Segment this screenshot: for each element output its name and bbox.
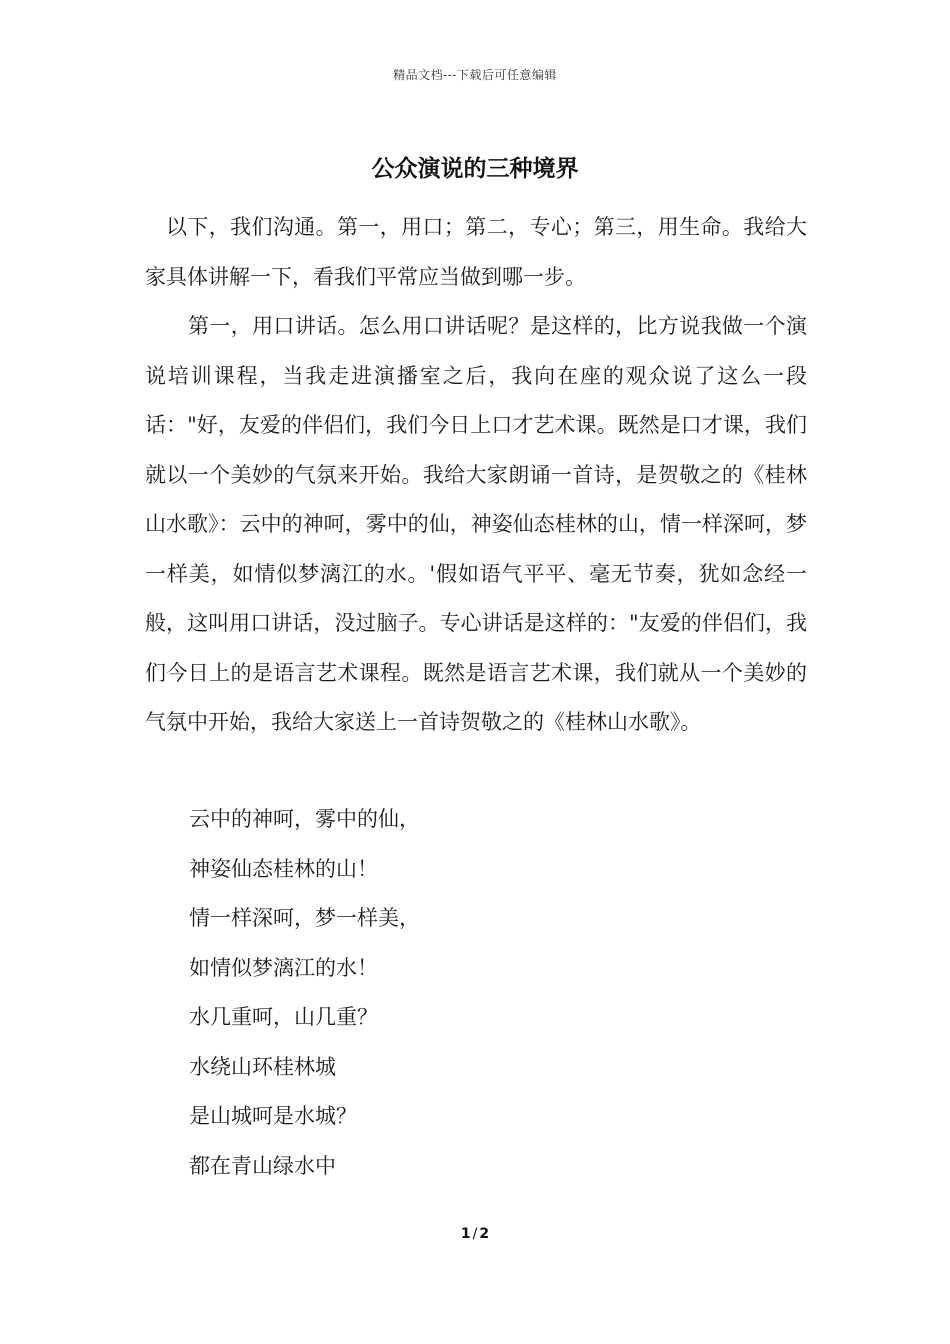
poem-line: 情一样深呵，梦一样美， <box>189 906 420 930</box>
paragraph-intro: 以下，我们沟通。第一，用口；第二，专心；第三，用生命。我给大家具体讲解一下，看我们平常应当做到哪一步。 <box>145 215 807 289</box>
poem-line: 都在青山绿水中 <box>189 1153 336 1178</box>
body-text <box>145 203 807 748</box>
poem-line: 神姿仙态桂林的山！ <box>189 856 378 881</box>
poem-line: 如情似梦漓江的水！ <box>189 955 378 980</box>
document-title: 公众演说的三种境界 <box>371 155 579 182</box>
paragraph-speaking: 第一，用口讲话。怎么用口讲话呢？是这样的，比方说我做一个演说培训课程，当我走进演播室之后，我向在座的观众说了这么一段话："好，友爱的伴侣们，我们今日上口才艺术课。既然是口才课，我们就以一个美妙的气氛来开始。我给大家朗诵一首诗，是贺敬之的《桂林山水歌》：云中的神呵，雾中的仙，神姿仙态桂林的山，情一样深呵，梦一样美，如情似梦漓江的水。'假如语气平平、毫无节奏，犹如念经一般，这叫用口讲话，没过脑子。专心讲话是这样的："友爱的伴侣们，我们今日上的是语言艺术课程。既然是语言艺术课，我们就从一个美妙的气氛中开始，我给大家送上一首诗贺敬之的《桂林山水歌》。 <box>145 314 807 734</box>
page-number <box>0 1226 950 1242</box>
poem-line: 水几重呵，山几重？ <box>189 1005 378 1029</box>
current-page: 1 <box>460 1226 471 1242</box>
poem-line: 云中的神呵，雾中的仙， <box>189 807 420 831</box>
total-pages: 2 <box>479 1226 490 1242</box>
poem <box>189 795 789 1191</box>
poem-line: 水绕山环桂林城 <box>189 1054 336 1079</box>
header-note: 精品文档---下载后可任意编辑 <box>393 68 557 82</box>
page-separator: / <box>472 1226 478 1242</box>
poem-line: 是山城呵是水城？ <box>189 1104 357 1128</box>
